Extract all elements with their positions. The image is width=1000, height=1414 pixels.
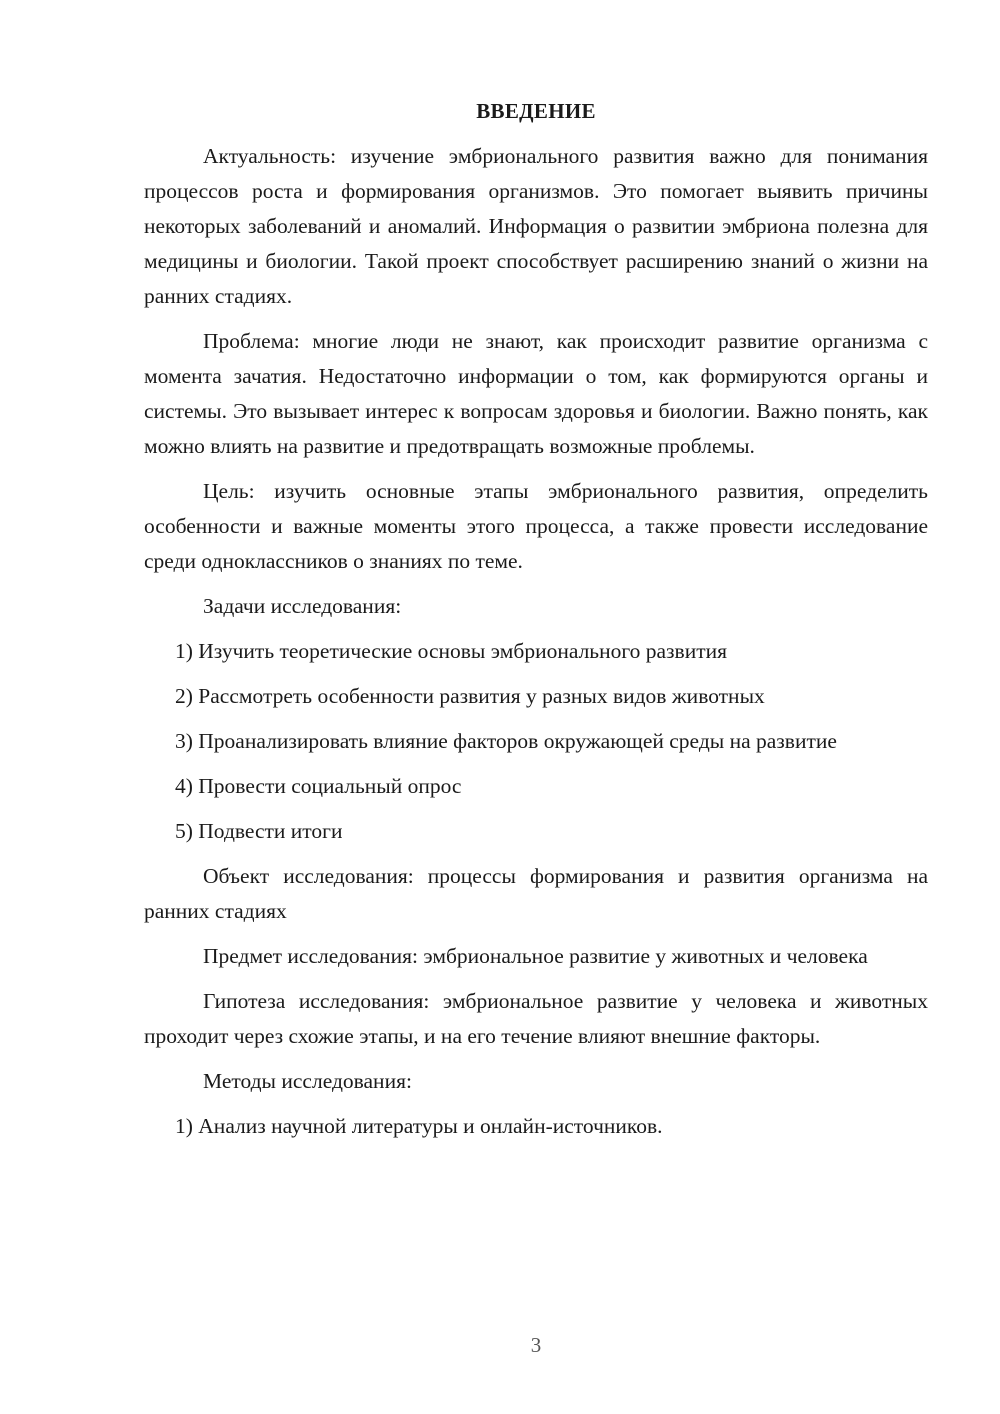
hypothesis-paragraph: Гипотеза исследования: эмбриональное развитие у человека и животных проходит через схожие этапы, и на его течение влияют внешние факторы. bbox=[144, 989, 928, 1048]
relevance-paragraph: Актуальность: изучение эмбрионального развития важно для понимания процессов роста и формирования организмов. Это помогает выявить причины некоторых заболеваний и аномалий. Информация о развитии эмбриона полезна для медицины и биологии. Такой проект способствует расширению знаний о жизни на ранних стадиях. bbox=[144, 144, 928, 308]
section-title: ВВЕДЕНИЕ bbox=[476, 99, 596, 123]
object-paragraph: Объект исследования: процессы формирования и развития организма на ранних стадиях bbox=[144, 864, 928, 923]
page-number: 3 bbox=[530, 1333, 542, 1357]
task-item: 4) Провести социальный опрос bbox=[175, 774, 462, 798]
task-item: 1) Изучить теоретические основы эмбрионального развития bbox=[175, 639, 727, 663]
document-page bbox=[144, 94, 928, 1154]
subject-paragraph: Предмет исследования: эмбриональное развитие у животных и человека bbox=[203, 944, 868, 968]
method-item: 1) Анализ научной литературы и онлайн-источников. bbox=[175, 1114, 663, 1138]
methods-heading: Методы исследования: bbox=[203, 1069, 412, 1093]
task-item: 3) Проанализировать влияние факторов окружающей среды на развитие bbox=[175, 729, 837, 753]
task-item: 2) Рассмотреть особенности развития у разных видов животных bbox=[175, 684, 765, 708]
problem-paragraph: Проблема: многие люди не знают, как происходит развитие организма с момента зачатия. Недостаточно информации о том, как формируются органы и системы. Это вызывает интерес к вопросам здоровья и биологии. Важно понять, как можно влиять на развитие и предотвращать возможные проблемы. bbox=[144, 329, 928, 458]
task-item: 5) Подвести итоги bbox=[175, 819, 343, 843]
tasks-heading: Задачи исследования: bbox=[203, 594, 402, 618]
goal-paragraph: Цель: изучить основные этапы эмбрионального развития, определить особенности и важные моменты этого процесса, а также провести исследование среди одноклассников о знаниях по теме. bbox=[144, 479, 928, 573]
